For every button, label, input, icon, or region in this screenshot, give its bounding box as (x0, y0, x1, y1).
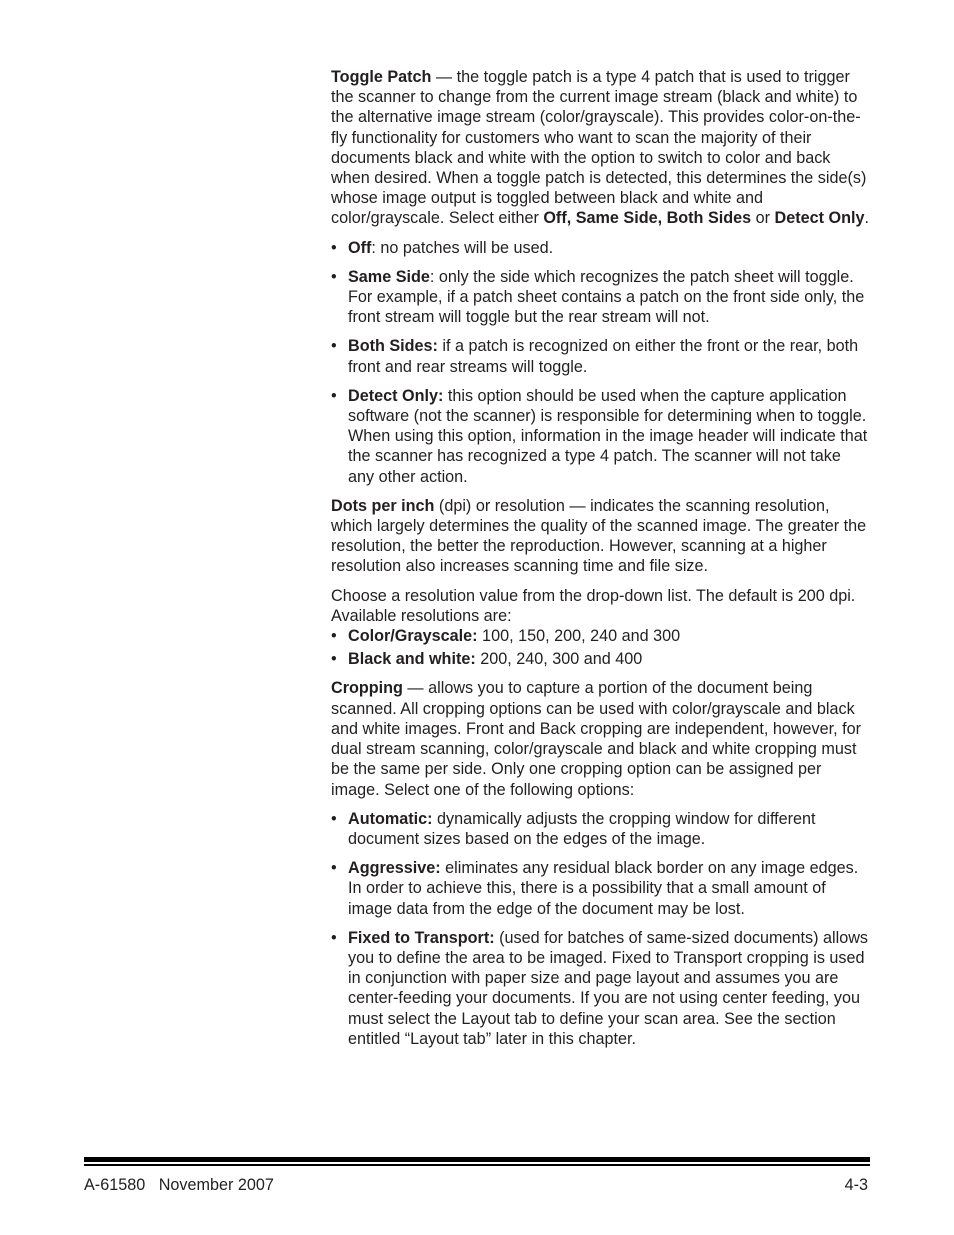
bullet-marker: • (331, 859, 337, 878)
footer-rule-thin (84, 1164, 870, 1166)
bullet-marker: • (331, 928, 337, 947)
cropping-paragraph (331, 678, 871, 799)
list-item (331, 626, 871, 646)
footer-rule-thick (84, 1157, 870, 1162)
resolution-term: Black and white: (348, 650, 476, 669)
toggle-patch-detect-only: Detect Only (774, 209, 865, 228)
footer-page-number: 4-3 (844, 1176, 868, 1194)
option-text: : only the side which recognizes the patch sheet will toggle. For example, if a patch sheet contains a patch on the front side only, the front stream will toggle but the rear stream will not. (348, 267, 865, 327)
bullet-marker: • (331, 238, 337, 257)
toggle-patch-period: . (864, 209, 869, 228)
list-item (331, 386, 871, 487)
option-term: Same Side (348, 267, 430, 286)
cropping-options-list (331, 809, 871, 1049)
option-term: Both Sides: (348, 337, 438, 356)
bullet-marker: • (331, 386, 337, 405)
resolution-term: Color/Grayscale: (348, 627, 478, 646)
cropping-description: — allows you to capture a portion of the document being scanned. All cropping options can be used with color/grayscale and black and white images. Front and Back cropping are independent, however, for dual stream scanning, color/grayscale and black and white cropping must be the same per side. Only one cropping option can be assigned per image. Select one of the following options: (331, 679, 862, 799)
option-term: Fixed to Transport: (348, 928, 495, 947)
toggle-patch-paragraph (331, 67, 871, 229)
toggle-patch-term: Toggle Patch (331, 68, 432, 86)
toggle-patch-options: Off, Same Side, Both Sides (543, 209, 752, 228)
list-item (331, 649, 871, 669)
bullet-marker: • (331, 809, 337, 828)
toggle-patch-description: — the toggle patch is a type 4 patch that is used to trigger the scanner to change from the current image stream (black and white) to the alternative image stream (color/grayscale). This provides color-on-the-fly functionality for customers who want to scan the majority of their documents black and white with the option to switch to color and back when desired. When a toggle patch is detected, this determines the side(s) whose image output is toggled between black and white and color/grayscale. Select either (331, 68, 867, 228)
bullet-marker: • (331, 267, 337, 286)
bullet-marker: • (331, 627, 337, 646)
resolution-values: 100, 150, 200, 240 and 300 (477, 627, 681, 646)
resolution-values: 200, 240, 300 and 400 (475, 650, 643, 669)
list-item (331, 858, 871, 919)
option-term: Automatic: (348, 809, 433, 828)
option-text: (used for batches of same-sized documents) allows you to define the area to be imaged. Fixed to Transport cropping is used in conjunction with paper size and page layout and assumes you are center-feeding your documents. If you are not using center feeding, you must select the Layout tab to define your scan area. See the section entitled “Layout tab” later in this chapter. (348, 928, 868, 1048)
list-item (331, 809, 871, 849)
dpi-term: Dots per inch (331, 496, 435, 515)
list-item (331, 336, 871, 376)
bullet-marker: • (331, 650, 337, 669)
bullet-marker: • (331, 337, 337, 356)
option-term: Off (348, 238, 372, 257)
dpi-choose-paragraph: Choose a resolution value from the drop-down list. The default is 200 dpi. Available resolutions are: (331, 586, 856, 625)
option-text: dynamically adjusts the cropping window for different document sizes based on the edges of the image. (348, 809, 816, 848)
option-text: : no patches will be used. (371, 238, 554, 257)
dpi-description: (dpi) or resolution — indicates the scanning resolution, which largely determines the quality of the scanned image. The greater the resolution, the better the reproduction. However, scanning at a higher resolution also increases scanning time and file size. (331, 496, 867, 576)
option-text: this option should be used when the capture application software (not the scanner) is responsible for determining when to toggle. When using this option, information in the image header will indicate that the scanner has recognized a type 4 patch. The scanner will not take any other action. (348, 386, 868, 486)
page-content (331, 67, 871, 1058)
option-text: if a patch is recognized on either the front or the rear, both front and rear streams will toggle. (348, 337, 859, 376)
cropping-term: Cropping (331, 679, 403, 698)
dpi-paragraph (331, 496, 871, 577)
list-item (331, 238, 871, 258)
footer-doc-id: A-61580 November 2007 (84, 1176, 274, 1194)
resolution-list (331, 626, 871, 669)
toggle-patch-or: or (751, 209, 775, 228)
option-term: Detect Only: (348, 386, 444, 405)
list-item (331, 928, 871, 1049)
option-text: eliminates any residual black border on any image edges. In order to achieve this, there is a possibility that a small amount of image data from the edge of the document may be lost. (348, 859, 859, 918)
list-item (331, 267, 871, 328)
option-term: Aggressive: (348, 859, 441, 878)
toggle-patch-options-list (331, 238, 871, 487)
